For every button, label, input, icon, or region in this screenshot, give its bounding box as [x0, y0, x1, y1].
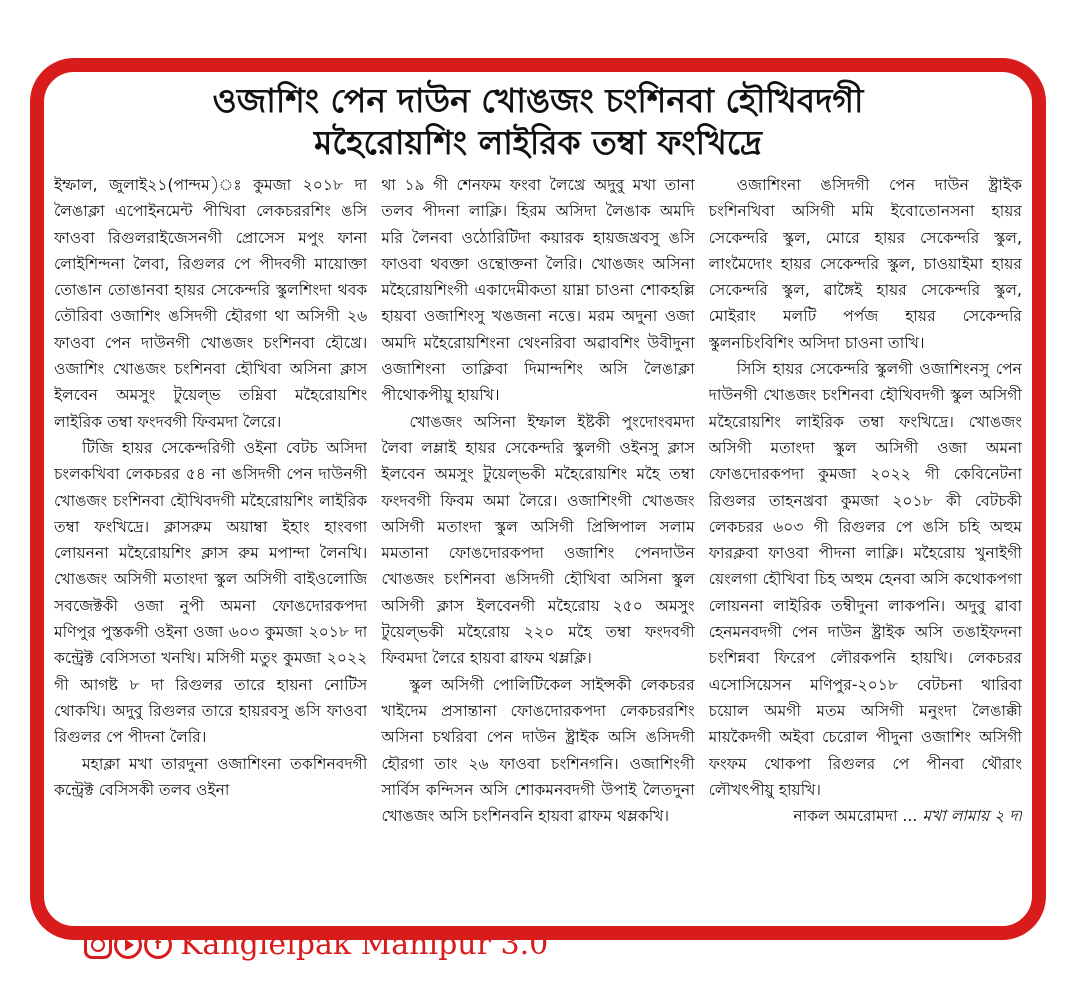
footer-branding: [84, 928, 548, 962]
paragraph: ওজাশিংনা ঙসিদগী পেন দাউন ষ্ট্রাইক চংশিনখিবা অসিগী মমি ইবোতোনসনা হায়র সেকেন্দরি স্কুল, মোরে হায়র সেকেন্দরি স্কুল, লাংমৈদোং হায়র সেকেন্দরি স্কুল, চাওয়াইমা হায়র সেকেন্দরি স্কুল, ৱাঙ্গৈই হায়র সেকেন্দরি স্কুল, মোইরাং মলটি পর্পজ হায়র সেকেন্দরি স্কুলনচিংবিশিং অসিদা চাওনা তাখি।: [708, 176, 1022, 352]
article-column-3: [709, 172, 1022, 920]
paragraph: টিজি হায়র সেকেন্দরিগী ওইনা বেটচ অসিদা চংলকখিবা লেকচরর ৫৪ না ঙসিদগী পেন দাউনগী খোঙজং চংশিনবা হৌখিবদগী মহৈরোয়শিং লাইরিক তম্বা ফংখিদ্রে। ক্লাসরুম অয়াম্বা ইহাং হাংবগা লোয়ননা মহৈরোয়শিং ক্লাস রুম মপান্দা লৈনখি। খোঙজং অসিগী মতাংদা স্কুল অসিগী বাইওলোজি সবজেক্টকী ওজা নুপী অমনা ফোঙদোরকপদা মণিপুর পুস্তকগী ওইনা ওজা ৬০৩ কুমজা ২০১৮ দা কন্ট্রেক্ট বেসিসতা খনখি। মসিগী মতুং কুমজা ২০২২ গী আগষ্ট ৮ দা রিগুলর তারে হায়না নোটিস থোকখি। অদুবু রিগুলর তারে হায়রবসু ঙসি ফাওবা রিগুলর পে পীদনা লৈরি।: [54, 438, 368, 747]
brand-name: Kangleipak Manipur 3.0: [180, 927, 549, 962]
continued-label: নাকল অমরোমদা ...: [793, 807, 918, 826]
paragraph: ইম্ফাল, জুলাই২১(পান্দম)ঃ কুমজা ২০১৮ দা লৈঙাক্লা এপোইনমেন্ট পীখিবা লেকচররশিং ঙসি ফাওবা রিগুলরাইজেসনগী প্রোসেস মপুং ফানা লোইশিন্দনা লৈবা, রিগুলর পে পীদবগী মায়োক্তা তোঙান তোঙানবা হায়র সেকেন্দরি স্কুলশিংদা থবক তৌরিবা ওজাশিং ঙসিদগী হৌরগা থা অসিগী ২৬ ফাওবা পেন দাউনগী খোঙজং চংশিনবা হৌখ্রে। ওজাশিং খোঙজং চংশিনবা হৌখিবা অসিনা ক্লাস ইলবেন অমসুং টুয়েল্ভ তম্নিবা মহৈরোয়শিং লাইরিক তম্বা ফংদবগী ফিবমদা লৈরে।: [54, 176, 368, 431]
continued-note: [709, 803, 1022, 829]
paragraph: খোঙজং অসিনা ইম্ফাল ইষ্টকী পুংদোংবমদা লৈবা লম্লাই হায়র সেকেন্দরি স্কুলগী ওইনসু ক্লাস ইলবেন অমসুং টুয়েল্ভকী মহৈরোয়শিং মহৈ তম্বা ফংদবগী ফিবম অমা লৈরে। ওজাশিংগী খোঙজং অসিগী মতাংদা স্কুল অসিগী প্রিন্সিপাল সলাম মমতানা ফোঙদোরকপদা ওজাশিং পেনদাউন খোঙজং চংশিনবা ঙসিদগী হৌখিবা অসিনা স্কুল অসিগী ক্লাস ইলবেনগী মহৈরোয় ২৫০ অমসুং টুয়েল্ভকী মহৈরোয় ২২০ মহৈ তম্বা ফংদবগী ফিবমদা লৈরে হায়বা ৱাফম থম্লক্লি।: [381, 412, 695, 668]
facebook-icon[interactable]: f: [144, 931, 172, 959]
headline-line-2: মহৈরোয়শিং লাইরিক তম্বা ফংখিদ্রে: [314, 123, 762, 162]
headline-line-1: ওজাশিং পেন দাউন খোঙজং চংশিনবা হৌখিবদগী: [212, 81, 864, 120]
paragraph: থা ১৯ গী শেনফম ফংবা লৈখ্রে অদুবু মখা তানা তলব পীদনা লাক্লি। হিরম অসিদা লৈঙাক অমদি মরি লৈনবা ওঠোরিটিদা কয়ারক হায়জখ্রবসু ঙসি ফাওবা থবক্তা ওন্থোক্তনা লৈরি। খোঙজং অসিনা মহৈরোয়শিংগী একাদেমীকতা য়াম্না চাওনা শোকহল্লি হায়বা ওজাশিংসু খঙজনা নত্তে। মরম অদুনা ওজা অমদি মহৈরোয়শিংনা থেংনরিবা অৱাবশিং উবীদুনা ওজাশিংনা তাক্লিবা দিমান্দশিং অসি লৈঙাক্লা পীথোকপীয়ু হায়খি।: [381, 176, 695, 405]
continued-reference: মখা লামায় ২ দা: [922, 807, 1022, 826]
paragraph: স্কুল অসিগী পোলিটিকেল সাইন্সকী লেকচরর খাইদেম প্রসান্তানা ফোঙদোরকপদা লেকচররশিং অসিনা চথরিবা পেন দাউন ষ্ট্রাইক অসি ঙসিদগী হৌরগা তাং ২৬ ফাওবা চংশিনগনি। ওজাশিংগী সার্বিস কন্দিসন অসি শোকমনবদগী উপাই লৈতদুনা খোঙজং অসি চংশিনবনি হায়বা ৱাফম থম্লকখি।: [381, 675, 695, 826]
instagram-icon[interactable]: [84, 931, 112, 959]
article-headline: [64, 80, 1012, 164]
article-body: [54, 172, 1022, 920]
article-column-1: [54, 172, 367, 920]
newspaper-clipping: [30, 58, 1046, 940]
paragraph: মহাক্লা মখা তারদুনা ওজাশিংনা তকশিনবদগী কন্ট্রেক্ট বেসিসকী তলব ওইনা: [54, 754, 368, 799]
paragraph: সিসি হায়র সেকেন্দরি স্কুলগী ওজাশিংনসু পেন দাউনগী খোঙজং চংশিনবা হৌখিবদগী স্কুল অসিগী মহৈরোয়শিং লাইরিক তম্বা ফংখিদ্রে। খোঙজং অসিগী মতাংদা স্কুল অসিগী ওজা অমনা ফোঙদোরকপদা কুমজা ২০২২ গী কেবিনেটনা রিগুলর তাহনখ্রবা কুমজা ২০১৮ কী বেটচকী লেকচরর ৬০৩ গী রিগুলর পে ঙসি চহি অহুম ফারক্লবা ফাওবা পীদনা লাক্লি। মহৈরোয় খুনাইগী য়েংলগা হৌখিবা চিহ অহুম হেনবা অসি কথোকপগা লোয়ননা লাইরিক তম্বীদুনা লাকপনি। অদুবু ৱাবা হেনমনবদগী পেন দাউন ষ্ট্রাইক অসি তঙাইফদনা চংশিন্নবা ফিরেপ লৌরকপনি হায়খি। লেকচরর এসোসিয়েসন মণিপুর-২০১৮ বেটচনা থারিবা চয়োল অমগী মতম অসিগী মনুংদা লৈঙাক্কী মায়কৈদগী অইবা চেরোল পীদুনা ওজাশিং অসিগী ফংফম থোকপা রিগুলর পে পীনবা থৌরাং লৌখৎপীয়ু হায়খি।: [708, 360, 1022, 799]
youtube-icon[interactable]: [114, 931, 142, 959]
article-column-2: [381, 172, 694, 920]
